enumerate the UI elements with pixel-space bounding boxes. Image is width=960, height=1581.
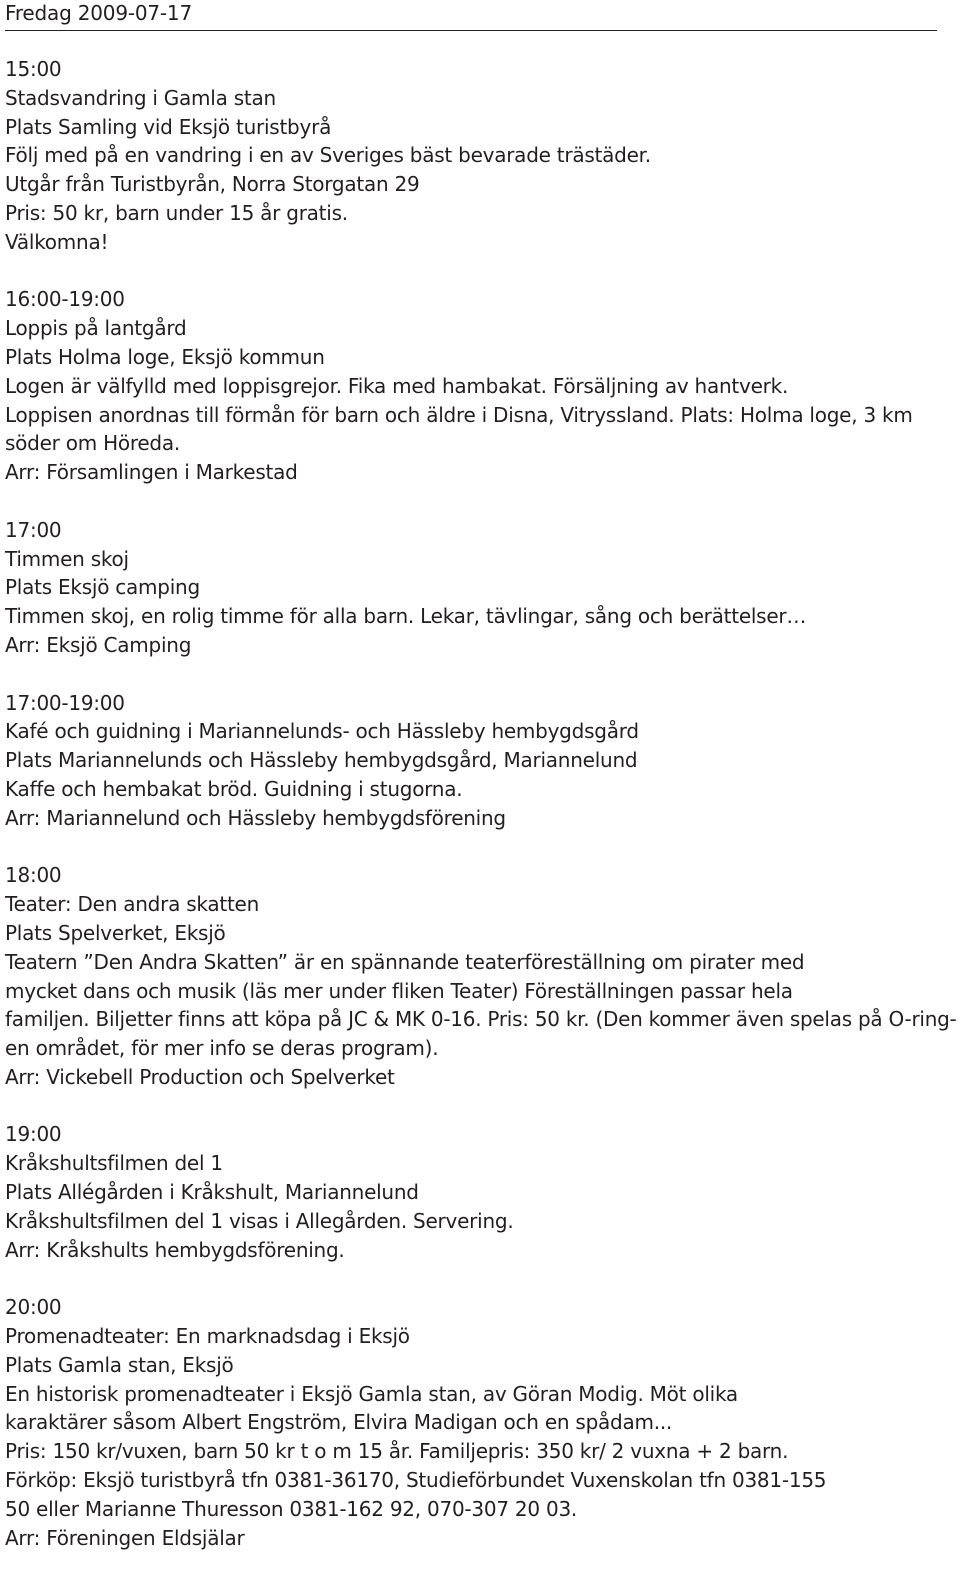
event-organizer: Arr: Församlingen i Markestad xyxy=(5,460,298,485)
event-description-line: Kaffe och hembakat bröd. Guidning i stugorna. xyxy=(5,776,463,801)
event-entry xyxy=(5,861,957,1091)
event-place: Plats Holma loge, Eksjö kommun xyxy=(5,344,325,369)
event-place: Plats Allégården i Kråkshult, Mariannelund xyxy=(5,1180,419,1205)
event-description-line: Logen är välfylld med loppisgrejor. Fika med hambakat. Försäljning av hantverk. xyxy=(5,373,789,398)
event-description-line: En historisk promenadteater i Eksjö Gamla stan, av Göran Modig. Möt olika xyxy=(5,1381,738,1406)
event-place: Plats Mariannelunds och Hässleby hembygdsgård, Mariannelund xyxy=(5,748,638,773)
event-description-line: 50 eller Marianne Thuresson 0381-162 92, 070-307 20 03. xyxy=(5,1496,578,1521)
event-list xyxy=(5,55,957,1581)
event-entry xyxy=(5,1293,957,1552)
event-place: Plats Samling vid Eksjö turistbyrå xyxy=(5,114,332,139)
event-title: Promenadteater: En marknadsdag i Eksjö xyxy=(5,1324,410,1349)
event-description-line: söder om Höreda. xyxy=(5,431,180,456)
event-title: Stadsvandring i Gamla stan xyxy=(5,85,276,110)
event-description-line: mycket dans och musik (läs mer under fliken Teater) Föreställningen passar hela xyxy=(5,978,793,1003)
event-description-line: Följ med på en vandring i en av Sveriges bäst bevarade trästäder. xyxy=(5,143,651,168)
event-organizer: Arr: Kråkshults hembygdsförening. xyxy=(5,1237,345,1262)
page-date: Fredag 2009-07-17 xyxy=(5,1,192,25)
page-header xyxy=(5,0,937,31)
event-organizer: Arr: Vickebell Production och Spelverket xyxy=(5,1064,395,1089)
event-place: Plats Gamla stan, Eksjö xyxy=(5,1352,234,1377)
event-entry xyxy=(5,689,957,833)
event-description-line: Timmen skoj, en rolig timme för alla barn. Lekar, tävlingar, sång och berättelser… xyxy=(5,604,807,629)
event-description-line: Förköp: Eksjö turistbyrå tfn 0381-36170, Studieförbundet Vuxenskolan tfn 0381-155 xyxy=(5,1468,827,1493)
event-organizer: Arr: Mariannelund och Hässleby hembygdsförening xyxy=(5,805,506,830)
event-organizer: Arr: Eksjö Camping xyxy=(5,632,192,657)
event-title: Timmen skoj xyxy=(5,546,129,571)
event-time: 18:00 xyxy=(5,863,62,888)
event-time: 17:00-19:00 xyxy=(5,690,125,715)
event-time: 20:00 xyxy=(5,1295,62,1320)
event-description-line: en området, för mer info se deras program). xyxy=(5,1036,439,1061)
event-time: 19:00 xyxy=(5,1122,62,1147)
event-title: Kafé och guidning i Mariannelunds- och Hässleby hembygdsgård xyxy=(5,719,639,744)
event-title: Loppis på lantgård xyxy=(5,316,187,341)
event-place: Plats Eksjö camping xyxy=(5,575,200,600)
event-description-line: Utgår från Turistbyrån, Norra Storgatan 29 xyxy=(5,172,420,197)
event-description-line: Pris: 50 kr, barn under 15 år gratis. xyxy=(5,200,348,225)
event-description-line: Teatern ”Den Andra Skatten” är en spännande teaterföreställning om pirater med xyxy=(5,949,805,974)
event-time: 15:00 xyxy=(5,57,62,81)
event-description-line: Pris: 150 kr/vuxen, barn 50 kr t o m 15 år. Familjepris: 350 kr/ 2 vuxna + 2 barn. xyxy=(5,1439,789,1464)
event-description-line: Välkomna! xyxy=(5,229,109,254)
event-time: 17:00 xyxy=(5,517,62,542)
event-description-line: familjen. Biljetter finns att köpa på JC & MK 0-16. Pris: 50 kr. (Den kommer även spelas på O-ring- xyxy=(5,1007,957,1032)
event-description-line: Kråkshultsfilmen del 1 visas i Allegården. Servering. xyxy=(5,1208,514,1233)
event-title: Kråkshultsfilmen del 1 xyxy=(5,1151,223,1176)
event-entry xyxy=(5,516,957,660)
event-title: Teater: Den andra skatten xyxy=(5,892,260,917)
event-place: Plats Spelverket, Eksjö xyxy=(5,920,226,945)
event-organizer: Arr: Föreningen Eldsjälar xyxy=(5,1525,245,1550)
event-entry xyxy=(5,285,957,487)
event-entry xyxy=(5,55,957,257)
event-entry xyxy=(5,1120,957,1264)
event-description-line: karaktärer såsom Albert Engström, Elvira Madigan och en spådam... xyxy=(5,1410,673,1435)
event-time: 16:00-19:00 xyxy=(5,287,125,312)
event-description-line: Loppisen anordnas till förmån för barn och äldre i Disna, Vitryssland. Plats: Holma loge, 3 km xyxy=(5,402,913,427)
